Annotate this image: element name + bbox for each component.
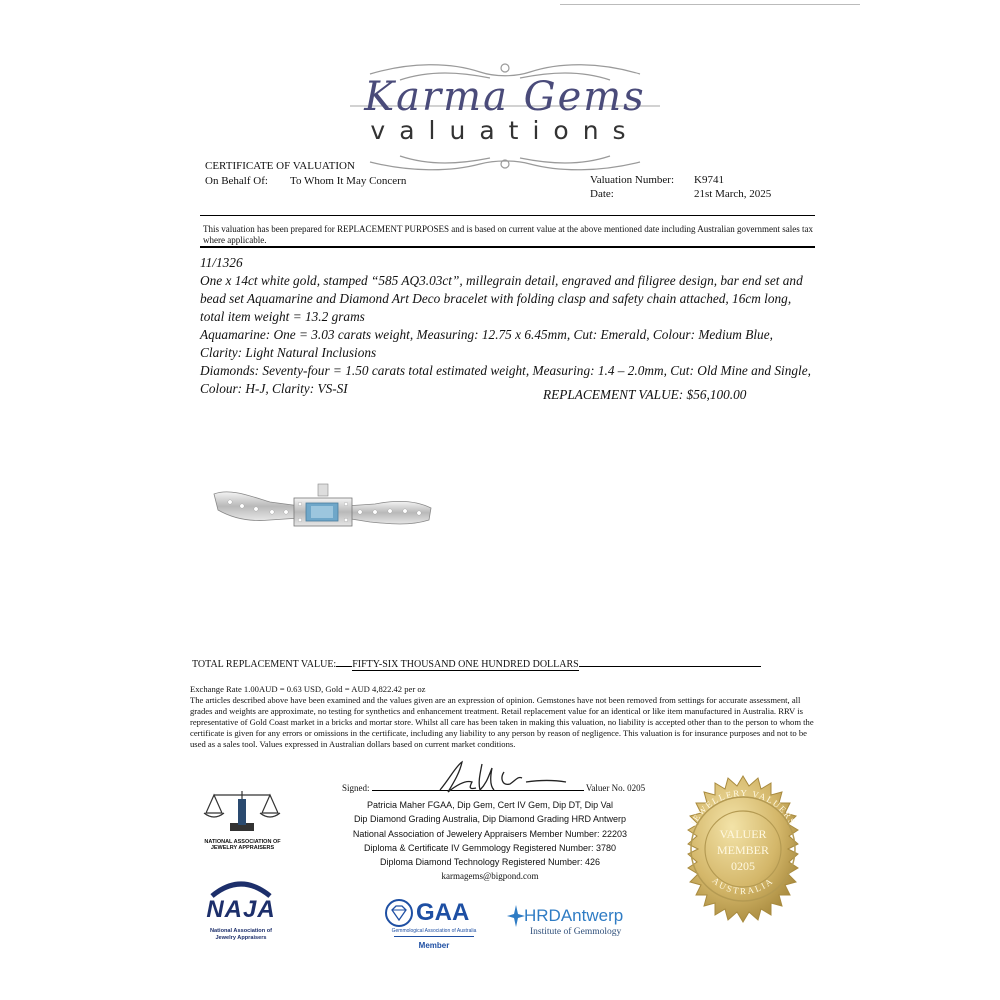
brand-subtitle: valuations [370,116,640,145]
gaa-gem-icon [384,898,414,928]
nationa-assoc-text: NATIONAL ASSOCIATION OF JEWELRY APPRAISERS [204,839,281,851]
item-description: One x 14ct white gold, stamped “585 AQ3.03ct”, millegrain detail, engraved and filigree design, bar end set and bead set Aquamarine and Diamond Art Deco bracelet with folding clasp and safety chain attached, 16cm long, total item weight = 13.2 grams [200,273,803,324]
gaa-subtext: Gemmological Association of Australia [391,928,477,934]
seal-line-2: MEMBER [716,843,770,857]
date-label: Date: [590,188,614,200]
item-code: 11/1326 [200,255,243,270]
bracelet-photo [210,478,435,538]
seal-ring-top: JEWELLERY VALUERS [688,787,798,828]
replacement-value: REPLACEMENT VALUE: $56,100.00 [543,387,747,402]
hrd-logo [506,904,651,944]
date-value: 21st March, 2025 [694,188,772,200]
naja-logo [196,876,286,948]
gaa-text: GAA [416,899,470,926]
naja-text: NAJA [206,896,276,923]
aquamarine-details: Aquamarine: One = 3.03 carats weight, Measuring: 12.75 x 6.45mm, Cut: Emerald, Colour: Medium Blue, Clarity: Light Natural Inclusions [200,327,773,360]
brand-logo [330,60,680,172]
header-divider [200,215,815,216]
top-edge-line [560,4,860,5]
signed-label: Signed: [342,783,370,793]
naja-arc-icon [196,876,286,898]
credentials-block [320,798,660,884]
hrd-star-icon [506,904,526,928]
total-underline-a [336,666,352,667]
seal-line-3: 0205 [731,859,755,873]
total-label: TOTAL REPLACEMENT VALUE: [192,659,337,670]
credential-line: National Association of Jewelery Appraisers Member Number: 22203 [352,828,628,839]
exchange-rate: Exchange Rate 1.00AUD = 0.63 USD, Gold = AUD 4,822.42 per oz [190,684,426,694]
credential-line: Diploma Diamond Technology Registered Number: 426 [380,857,600,868]
valuer-seal [668,774,818,924]
contact-email: karmagems@bigpond.com [441,871,539,882]
valuation-number-label: Valuation Number: [590,174,675,186]
naja-subtext: National Association of Jewelry Appraisers [210,928,272,941]
item-description-block [200,254,815,398]
total-words: FIFTY-SIX THOUSAND ONE HUNDRED DOLLARS [352,659,579,670]
behalf-value: To Whom It May Concern [290,175,407,187]
signature-scribble [430,758,570,798]
disclaimer-block [190,684,818,751]
gaa-logo [384,898,484,958]
scales-icon [200,785,285,835]
disclaimer-text: The articles described above have been examined and the values given are an expression of opinion. Gemstones have not been removed from settings for accurate assessment, all grades and weights are approximate, no testing for synthetics and enhancement treatment. Retail replacement value for an identical or like item manufactured in Australia. RRV is representative of Gold Coast market in a bricks and mortar store. Whilst all care has been taken in making this valuation, no liability is accepted other than to the person to whom the certificate is given for any errors or omissions in the certificate, including any liability to any person by reason of negligence. This valuation is for insurance purposes and not to be used as a sales tool. Values expressed in Australian dollars based on current market conditions. [190,695,814,750]
valuer-number: Valuer No. 0205 [585,783,646,793]
gaa-member-text: Member [418,941,450,950]
credential-line: Patricia Maher FGAA, Dip Gem, Cert IV Gem, Dip DT, Dip Val [367,800,613,810]
hrd-subtext: Institute of Gemmology [530,927,622,937]
hrd-text: HRDAntwerp [524,906,624,925]
certificate-title: CERTIFICATE OF VALUATION [205,160,355,172]
seal-line-1: VALUER [719,827,767,841]
total-replacement-line [192,659,817,671]
behalf-label: On Behalf Of: [205,175,268,187]
purpose-note: This valuation has been prepared for REPLACEMENT PURPOSES and is based on current value at the above mentioned date including Australian government sales tax where applicable. [203,224,813,245]
nationa-assoc-logo [200,785,285,857]
credential-line: Dip Diamond Grading Australia, Dip Diamond Grading HRD Antwerp [353,814,627,825]
total-underline-b [579,666,761,667]
gaa-divider [394,936,474,937]
bracelet-illustration [210,478,435,538]
seal-ring-bottom: AUSTRALIA [710,875,776,897]
valuation-number: K9741 [694,174,724,186]
purpose-divider [200,246,815,248]
credential-line: Diploma & Certificate IV Gemmology Registered Number: 3780 [363,842,617,853]
brand-name: Karma Gems [364,74,646,120]
gold-seal-badge [668,774,818,924]
diamond-details: Diamonds: Seventy-four = 1.50 carats total estimated weight, Measuring: 1.4 – 2.0mm, Cut: Old Mine and Single, Colour: H-J, Clarity: VS-SI [200,363,811,396]
